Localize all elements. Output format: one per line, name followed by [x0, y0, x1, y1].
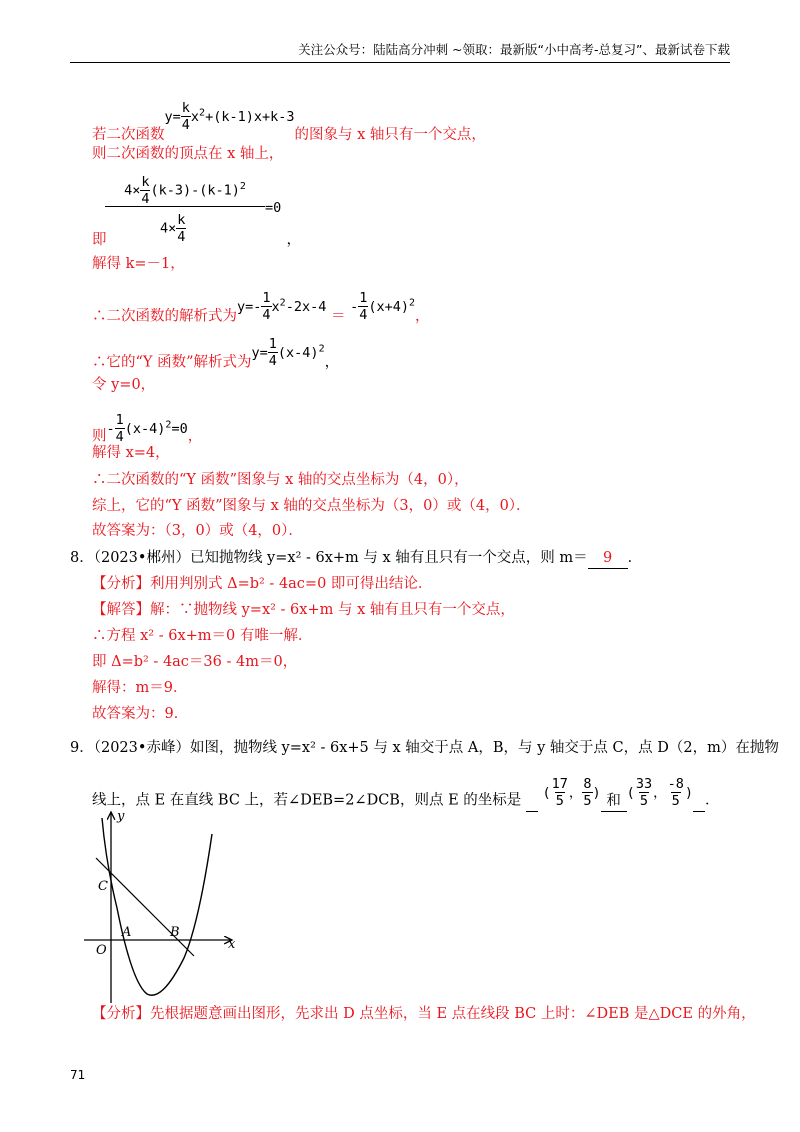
label-a: A	[122, 925, 132, 940]
line-9: 则- $\frac{1}{4}$ $(x-4)^2=0$，	[92, 412, 203, 445]
q8-solution-2: ∴方程 x² - 6x+m＝0 有唯一解．	[92, 628, 313, 644]
line-13: 故答案为：（3，0）或（4，0）．	[92, 523, 303, 539]
line-2: 则二次函数的顶点在 x 轴上，	[92, 146, 284, 162]
line-1-suffix: 的图象与 x 轴只有一个交点，	[294, 126, 486, 143]
q8-stem-text: （2023•郴州）已知抛物线 y=x² - 6x+m 与 x 轴有且只有一个交点，则 m＝	[93, 550, 588, 566]
label-y: y	[117, 809, 125, 824]
line-12: 综上，它的“Y 函数”图象与 x 轴的交点坐标为（3，0）或（4，0）．	[92, 498, 531, 514]
line-7-prefix: ∴它的“Y 函数”解析式为	[92, 354, 252, 371]
q9-ans1-y-den: 5	[583, 793, 592, 809]
q8-analysis: 【分析】利用判别式 Δ=b² - 4ac=0 即可得出结论．	[92, 576, 433, 592]
q8-solution-4: 解得：m＝9．	[92, 680, 188, 696]
page-number: 71	[70, 1068, 86, 1082]
line-9-suffix: ，	[187, 428, 203, 445]
label-x: x	[228, 937, 236, 952]
q9-stem-2: 线上，点 E 在直线 BC 上，若∠DEB=2∠DCB，则点 E 的坐标是 ( $\frac{17}{5}$ ， $\frac{8}{5}$ ) 和 ( $\frac{33}{5}$ ， $\frac{-8}{5}$ ) ．	[92, 784, 719, 817]
q9-analysis: 【分析】先根据题意画出图形，先求出 D 点坐标，当 E 点在线段 BC 上时：∠DEB 是△DCE 的外角，	[92, 1006, 756, 1022]
label-o: O	[96, 943, 107, 958]
q9-ans2-x-den: 5	[639, 793, 649, 809]
line-6-eq: ＝	[330, 308, 346, 325]
q9-stem-text-2: 线上，点 E 在直线 BC 上，若∠DEB=2∠DCB，则点 E 的坐标是	[92, 792, 522, 809]
parabola-figure	[84, 808, 244, 1008]
line-4-prefix: 即	[92, 232, 107, 248]
q8-stem-end: ．	[627, 550, 643, 566]
line-7: ∴它的“Y 函数”解析式为y= $\frac{1}{4}$ $(x-4)^2$，	[92, 336, 340, 371]
line-9-prefix: 则	[92, 428, 107, 445]
line-11: ∴二次函数的“Y 函数”图象与 x 轴的交点坐标为（4，0），	[92, 472, 469, 488]
page-header: 关注公众号：陆陆高分冲刺 ~领取：最新版“小中高考-总复习”、最新试卷下载	[70, 40, 730, 63]
q9-and: 和	[601, 791, 627, 812]
q8-number: 8．	[70, 550, 94, 566]
line-1: 若二次函数y= $\frac{k}{4}$ $x^2+(k-1)x+k-3$的图象与 x 轴只有一个交点，	[92, 100, 486, 143]
q8-stem	[70, 548, 642, 569]
line-5: 解得 k=－1，	[92, 256, 185, 272]
q9-ans1-x-num: 17	[551, 776, 568, 792]
line-1-prefix: 若二次函数	[92, 126, 165, 143]
q9-ans2-y-den: 5	[671, 793, 680, 809]
q9-ans1-x-den: 5	[555, 793, 564, 809]
q9-ans2-y-num: -8	[667, 776, 684, 792]
q9-stem-end: ．	[704, 792, 720, 809]
parabola-curve	[102, 818, 212, 995]
line-4	[92, 230, 301, 250]
line-10: 解得 x=4，	[92, 445, 170, 461]
q8-solution-5: 故答案为：9．	[92, 706, 189, 722]
line-4-suffix: ，	[286, 232, 301, 248]
q8-answer: 9	[588, 548, 628, 569]
label-b: B	[170, 925, 180, 940]
q9-stem-text-1: （2023•赤峰）如图，抛物线 y=x² - 6x+5 与 x 轴交于点 A，B，与 y 轴交于点 C，点 D（2，m）在抛物	[93, 740, 779, 756]
label-c: C	[98, 879, 108, 894]
q9-ans2-x-num: 33	[635, 776, 653, 792]
q8-solution-1: 【解答】解：∵抛物线 y=x² - 6x+m 与 x 轴有且只有一个交点，	[92, 602, 515, 618]
line-6-suffix: ，	[415, 308, 430, 325]
q9-number: 9．	[70, 740, 94, 756]
line-8: 令 y=0，	[92, 377, 156, 393]
line-7-suffix: ，	[324, 354, 340, 371]
line-6: ∴二次函数的解析式为y=- $\frac{1}{4}$ $x^2-2x-4$ ＝ - $\frac{1}{4}$ $(x+4)^2$，	[92, 290, 430, 325]
line-6-prefix: ∴二次函数的解析式为	[92, 308, 237, 325]
q9-stem-1	[70, 738, 779, 758]
q9-ans1-y-num: 8	[583, 776, 592, 792]
q8-solution-3: 即 Δ=b² - 4ac＝36 - 4m＝0，	[92, 654, 298, 670]
